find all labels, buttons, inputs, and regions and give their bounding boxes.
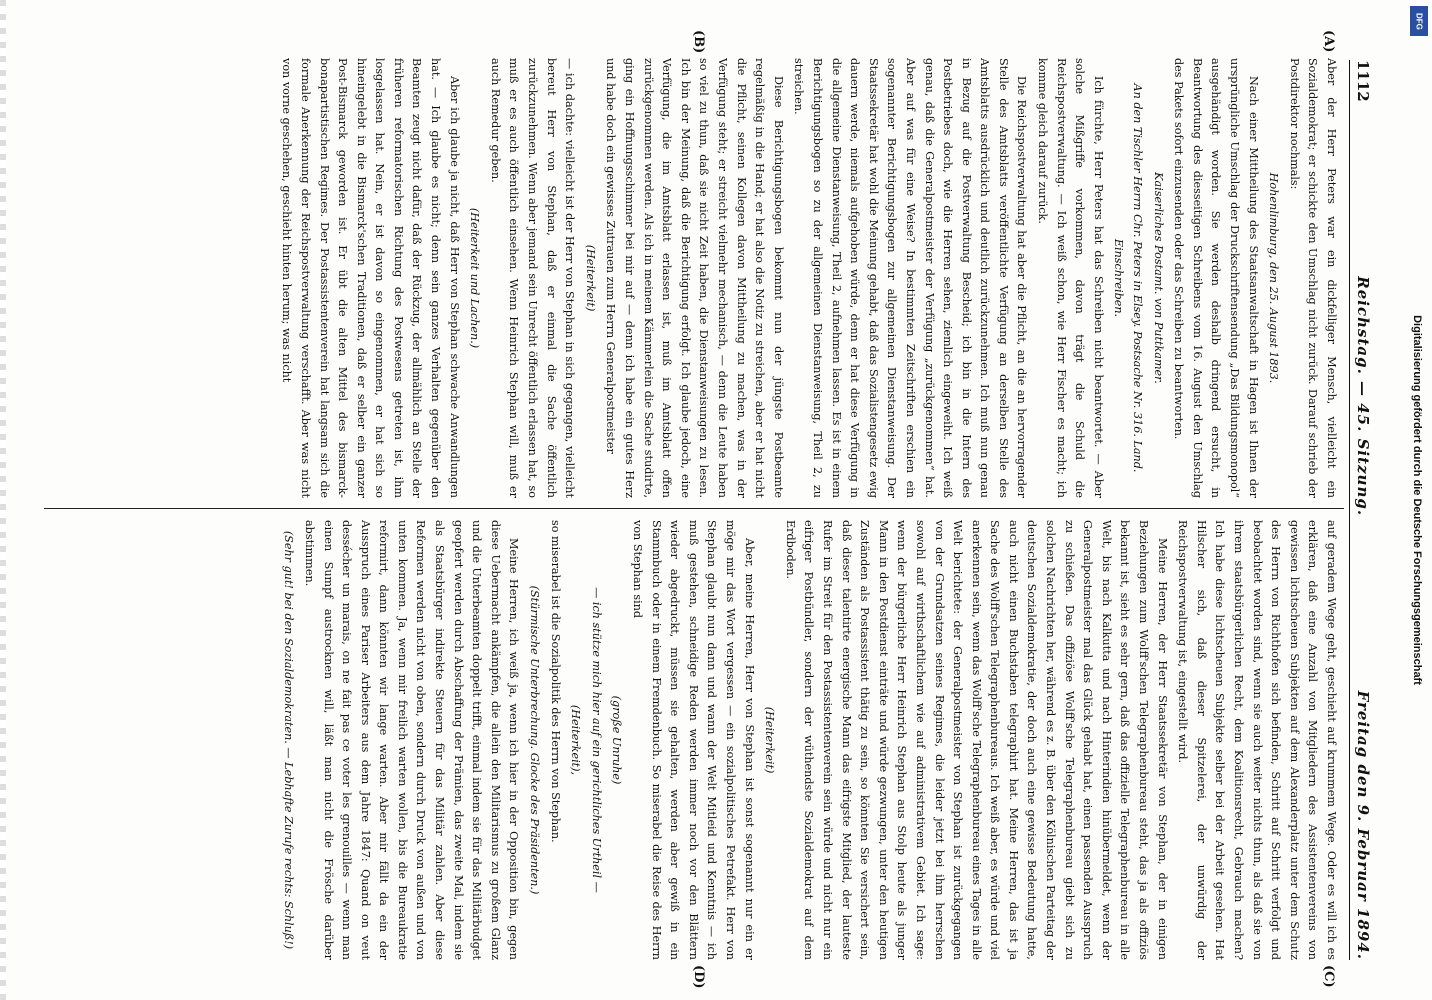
- interjection: (Stürmische Unterbrechung. Glocke des Präsidenten.): [528, 585, 542, 895]
- margin-marker-a: (A): [1321, 30, 1336, 53]
- paragraph: Aber der Herr Peters war ein dickfelliger Mensch, vielleicht ein Sozialdemokrat; er schickte den Umschlag nicht zurück. Darauf schrieb der Postdirektor nochmals:: [1287, 58, 1338, 498]
- page-header: [1349, 60, 1384, 960]
- dfg-logo: DFG: [1410, 6, 1428, 36]
- paragraph: Diese Berichtigungsbogen bekommt nun der jüngste Postbeamte regelmäßig in die Hand; er hat also die Notiz zu streichen, aber er hat nicht die Pflicht, seinen Kollegen davon Mittheilung zu machen, was in der Verfügung steht; er streicht vielmehr mechanisch, — denn die Leute haben so viel zu thun, daß sie nicht Zeit haben, die Dienstanweisungen zu lesen. Ich bin der Meinung, daß die Berichtigung erfolgt. Ich glaube jedoch, eine Verfügung, die im Amtsblatt erlassen ist, muß im Amtsblatt offen zurückgenommen werden. Als ich in meinem Kämmerlein die Sache studirte, ging ein Hoffnungsschimmer bei mir auf — denn ich habe ein gutes Herz und habe doch ein gewisses Zutrauen zum Herrn Generalpostmeister: [604, 58, 785, 498]
- session-title: Reichstag. — 45. Sitzung.: [1354, 276, 1372, 517]
- page-number: 1112: [1354, 60, 1372, 102]
- paragraph: auf geradem Wege geht, geschieht auf krummem Wege. Oder es will ich es erklären, daß eine Anzahl von Mitgliedern des Assistentenvereins von gewissen lichtscheuen Subjekten auf dem Alexanderplatz unter dem Schutz des Herrn von Richthofen sich befinden, Schritt auf Schritt verfolgt und beobachtet worden sind, wenn sie auch weiter nichts thun, als daß sie von ihrem staatsbürgerlichen Recht, dem Koalitionsrecht, Gebrauch machen? Ich habe diese lichtscheuen Subjekte selber bei der Arbeit gesehen. Hat Hilscher sich, daß dieser Spitzelerei, der unwürdig der Reichspostverwaltung ist, eingestellt wird.: [1176, 520, 1338, 960]
- interjection: (große Unruhe): [610, 695, 624, 785]
- scan-edge-strip: [0, 0, 6, 1000]
- interjection: (Heiterkeit): [583, 244, 597, 312]
- margin-marker-c: (C): [1321, 965, 1336, 988]
- paragraph: — ich stütze mich hier auf ein gerichtliches Urtheil —: [589, 587, 603, 893]
- letter-signature: Kaiserliches Postamt. von Puttkamer.: [1151, 172, 1165, 384]
- interjection: (Heiterkeit und Lachen.): [468, 207, 482, 349]
- interjection: (Heiterkeit): [763, 706, 777, 774]
- paragraph: so miserabel ist die Sozialpolitik des Herrn von Stephan.: [548, 520, 562, 843]
- paragraph: Aber, meine Herren, Herr von Stephan ist sonst sogenannt nur ein er möge mir das Wort vergessen — ein sozialpolitisches Petrefakt. Herr von Stephan glaubt nun dann und wann der Welt Mitleid und Kenntnis — ich muß gestehen, schneidige Reden werden immer noch vor den Blättern wieder abgedruckt, müssen sie gehalten, werden aber gewiß in ein Stammbuch oder in einem Fremdenbuch. So miserabel die Reise des Herrn von Stephan sind: [631, 520, 756, 960]
- interjection: (Sehr gut! bei den Sozialdemokraten. — Lebhafte Zurufe rechts: Schluß!): [282, 530, 296, 950]
- paragraph: Meine Herren, ich weiß ja, wenn ich hier in der Opposition bin, gegen diese Uebermacht ankämpfen, die allein den Militarismus zu großem Glanz und die Unterbeamten doppelt trifft, einmal indem sie für das Militärbudget geopfert werden durch Abschaffung der Prämien, das zweite Mal, indem sie als Staatsbürger indirekte Steuern für das Militär zahlen. Aber diese Reformen werden nicht von oben, sondern durch Druck von außen und von unten kommen. Ja, wenn mir freilich warten wollen, bis die Bureaukratie reformirt, dann könnten wir lange warten. Aber mir fällt da ein der Ausspruch eines Pariser Arbeiters aus dem Jahre 1847: Quand on veut dessécher un marais, on ne fait pas ce voter les grenouilles — wenn man einen Sumpf austrocknen will, läßt man nicht die Frösche darüber abstimmen.: [302, 520, 521, 960]
- paragraph: — ich dachte: vielleicht ist der Herr von Stephan in sich gegangen, vielleicht bereut Herr von Stephan, daß er einmal die Sache öffentlich zurückzunehmen. Wenn aber jemand sein Unrecht öffentlich erlassen hat, so muß er es auch öffentlich einsehen. Wenn Heinrich Stephan will, muß er auch Remedur geben.: [488, 58, 577, 498]
- paragraph: Nach einer Mittheilung des Staatsanwaltschaft in Hagen ist Ihnen der ursprüngliche Umschlag der Druckschriftensendung „Das Bildungsmonopol“ ausgehändigt worden. Sie werden deshalb dringend ersucht, in Beantwortung des diesseitigen Schreibens vom 16. August den Umschlag des Pakets sofort einzusenden oder das Schreiben zu beantworten.: [1172, 58, 1260, 498]
- left-column: [46, 58, 1340, 498]
- digitization-note-text: Digitalisierung gefördert durch die Deutsche Forschungsgemeinschaft: [1411, 315, 1424, 685]
- paragraph: Die Reichspostverwaltung hat aber die Pflicht, an die an hervorragender Stelle des Amtsblatts veröffentlichte Verfügung an derselben Stelle des Amtsblatts ausdrücklich und deutlich zurückzunehmen. Ich muß nun genau in Bezug auf die Postverwaltung Bescheid; ich bin in die Intern des Postbetriebes doch, wie die Herren sehen, ziemlich eingeweiht. Ich weiß genau, daß die Generalpostmeister der Verfügung „zurückgenommen“ hat. Aber auf was für eine Weise? In bestimmten Zeitschriften erschien ein sogenannter Berichtigungsbogen zur allgemeinen Dienstanweisung. Der Staatssekretär hat wohl die Meinung gehabt, daß das Sozialistengesetz ewig dauern werde, niemals aufgehoben würde, denn er hat diese Verfügung in die allgemeine Dienstanweisung, Theil 2, aufnehmen lassen. Es ist in einem Berichtigungsbogen so zu der allgemeinen Dienstanweisung, Theil 2, zu streichen.: [792, 58, 1029, 498]
- column-divider: [44, 508, 1344, 509]
- margin-marker-d: (D): [691, 965, 706, 989]
- digitization-note: [1404, 0, 1430, 1000]
- rotated-page-content: [26, 0, 1406, 1000]
- right-column: [46, 520, 1340, 960]
- letter-address: An den Tischler Herrn Chr. Peters in Elsey. Postsache Nr. 316. Land. Einschreiben.: [1112, 83, 1145, 473]
- paragraph: Meine Herren, der Herr Staatssekretär von Stephan, der in einigen Beziehungen zum Wolff'schen Telegraphenbureau steht, das ja als offiziös bekannt ist, sieht es sehr gern, daß das offizielle Telegraphenbureau in alle Welt, bis nach Kalkutta und nach Hinterindien hinübermeldet, wenn der Generalpostmeister mal das Glück gehabt hat, einen passenden Ausspruch zu schießen. Das offiziöse Wolff'sche Telegraphenbureau giebt sich zu solchen Nachrichten her, während es z. B. über den Kölnischen Parteitag der deutschen Sozialdemokratie, der doch auch eine gewisse Bedeutung hatte, auch nicht einen Buchstaben telegraphirt hat. Meine Herren, das ist ja Sache des Wolff'schen Telegraphenbureaus. Ich weiß aber, es würde und viel anerkennen sein, wenn das Wolff'sche Telegraphenbureau eines Tages in alle Welt berichtete: der Generalpostmeister von Stephan ist zurückgegangen von der Grundsatzen seines Regimes, die leider jetzt bei ihm herrschen sowohl auf wirthschaftlichem wie auf administrativem Gebiet. Ich sage: wenn der bürgerliche Herr Heinrich Stephan aus Stolp heute als junger Mann in den Postdienst einträte und würde gezwungen, unter den heutigen Zuständen als Postassistent thätig zu sein, so könnten Sie versichert sein, daß dieser talentirte energische Mann das eifrigste Mitglied, der lauteste Rufer im Streit für den Postassistentenverein sein würde und nicht nur ein eifriger Postbündler, sondern der wüthendste Sozialdemokrat auf dem Erdboden.: [783, 520, 1169, 960]
- interjection: (Heiterkeit),: [569, 704, 583, 776]
- paragraph: Aber ich glaube ja nicht, daß Herr von Stephan schwache Anwandlungen hat. — Ich glaube es nicht; denn sein ganzes Verhalten gegenüber den Beamten zeugt nicht dafür, daß der Rückzug, der allmählich an Stelle der früheren reformatorischen Richtung des Postwesens getreten ist, ihm losgelassen hat. Nein, er ist davon so eingenommen, er hat sich so hineingelebt in die Bismarck'schen Traditionen, daß er selber ein ganzer Post-Bismarck geworden ist. Er übt die alten Mittel des bismarck-bonapartistischen Regimes. Der Postassistentenverein hat langsam sich die formale Anerkennung der Reichspostverwaltung verschafft. Aber was nicht von vorne geschehen, geschieht hinten herum; was nicht: [280, 58, 461, 498]
- letter-date: Hohenlimburg, den 25. August 1893.: [1267, 172, 1281, 384]
- margin-marker-b: (B): [691, 30, 706, 54]
- session-date: Freitag den 9. Februar 1894.: [1354, 690, 1372, 960]
- paragraph: Ich fürchte, Herr Peters hat das Schreiben nicht beantwortet. — Aber solche Mißgriffe vorkommen, davon trägt die Schuld die Reichspostverwaltung. — Ich weiß schon, wie Herr Fischer es macht; ich komme gleich darauf zurück.: [1036, 58, 1105, 498]
